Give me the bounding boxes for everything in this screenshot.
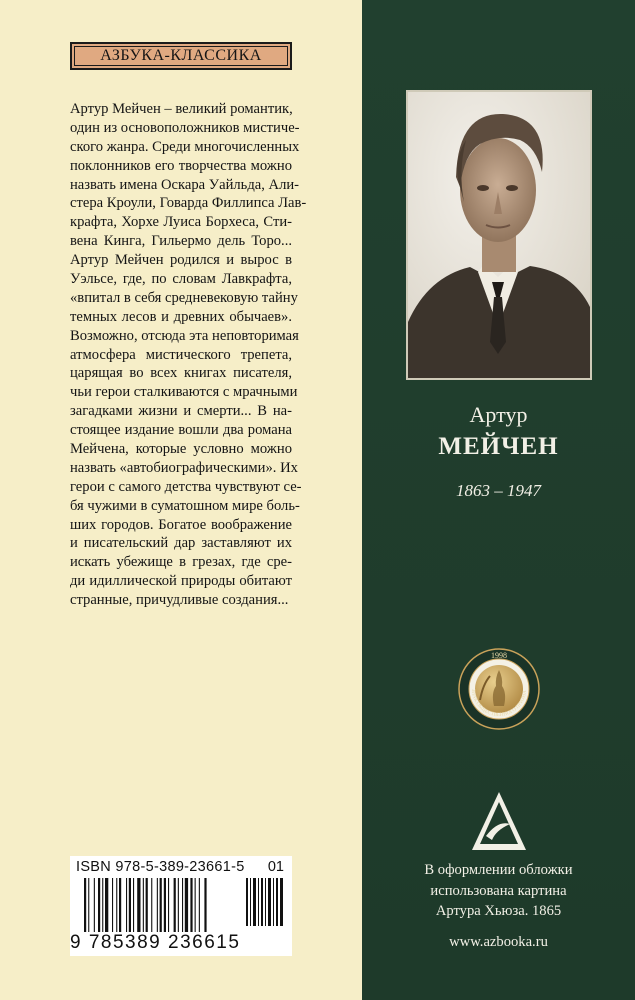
annotation-line: ших городов. Богатое воображение xyxy=(70,516,292,533)
barcode-bars xyxy=(84,878,244,934)
annotation-line: чьи герои сталкиваются с мрачными xyxy=(70,384,298,401)
annotation-line: Возможно, отсюда эта неповторимая xyxy=(70,327,299,344)
book-annotation xyxy=(70,100,307,610)
publisher-logo-icon xyxy=(472,792,526,850)
annotation-line: стоящее издание вошли два романа xyxy=(70,422,292,439)
annotation-line: крафта, Хорхе Луиса Борхеса, Сти- xyxy=(70,214,292,231)
annotation-line: Уэльсе, где, по словам Лавкрафта, xyxy=(70,271,292,288)
isbn-addon: 01 xyxy=(267,859,284,875)
annotation-line: царящая во всех книгах писателя, xyxy=(70,365,292,382)
author-first-name: Артур xyxy=(469,402,528,427)
isbn-number: ISBN 978-5-389-23661-5 xyxy=(76,859,245,875)
annotation-line: и писательский дар заставляют их xyxy=(70,535,292,552)
credit-line: В оформлении обложки xyxy=(424,862,573,878)
annotation-line: загадками жизни и смерти... В на- xyxy=(70,403,292,420)
author-photo xyxy=(408,92,590,378)
annotation-line: атмосфера мистического трепета, xyxy=(70,346,292,363)
annotation-line: поклонников его творчества можно xyxy=(70,157,292,174)
addon-barcode-bars xyxy=(246,878,284,926)
annotation-line: Артур Мейчен родился и вырос в xyxy=(70,252,292,269)
credit-line: использована картина xyxy=(430,882,567,899)
annotation-line: назвать «автобиографическими». Их xyxy=(70,459,298,476)
annotation-line: странные, причудливые создания... xyxy=(70,592,289,609)
barcode-digits: 9 785389 236615 xyxy=(70,932,241,953)
series-label xyxy=(70,42,292,70)
author-last-name: МЕЙЧЕН xyxy=(438,433,559,460)
annotation-line: ди идиллической природы обитают xyxy=(70,573,292,590)
credit-line: Артура Хьюза. 1865 xyxy=(435,903,562,919)
annotation-line: темных лесов и древних обычаев». xyxy=(70,308,292,325)
author-years: 1863 – 1947 xyxy=(456,481,541,500)
annotation-line: назвать имена Оскара Уайльда, Али- xyxy=(70,176,300,193)
annotation-line: ского жанра. Среди многочисленных xyxy=(70,138,300,155)
annotation-line: герои с самого детства чувствуют се- xyxy=(70,478,302,495)
annotation-line: «впитал в себя средневековую тайну xyxy=(70,289,298,306)
annotation-line: бя чужими в суматошном мире боль- xyxy=(70,497,300,514)
annotation-line: стера Кроули, Говарда Филлипса Лав- xyxy=(70,195,307,212)
annotation-line: вена Кинга, Гильермо дель Торо... xyxy=(70,233,292,250)
medal-motto: ЗНАК ОБЩЕСТВЕННОГО ПРИЗНА xyxy=(469,688,529,719)
isbn-barcode xyxy=(70,856,292,956)
publisher-website: www.azbooka.ru xyxy=(449,934,548,950)
annotation-line: Мейчена, которые условно можно xyxy=(70,441,292,458)
series-label-text: АЗБУКА-КЛАССИКА xyxy=(100,47,262,64)
annotation-line: искать убежище в грезах, где сре- xyxy=(70,554,292,571)
author-portrait xyxy=(406,90,592,380)
cover-art-credit xyxy=(362,860,635,922)
award-medal-icon xyxy=(458,648,540,730)
annotation-line: один из основоположников мистиче- xyxy=(70,119,300,136)
annotation-line: Артур Мейчен – великий романтик, xyxy=(70,101,293,117)
medal-year: 1998 xyxy=(491,651,507,660)
